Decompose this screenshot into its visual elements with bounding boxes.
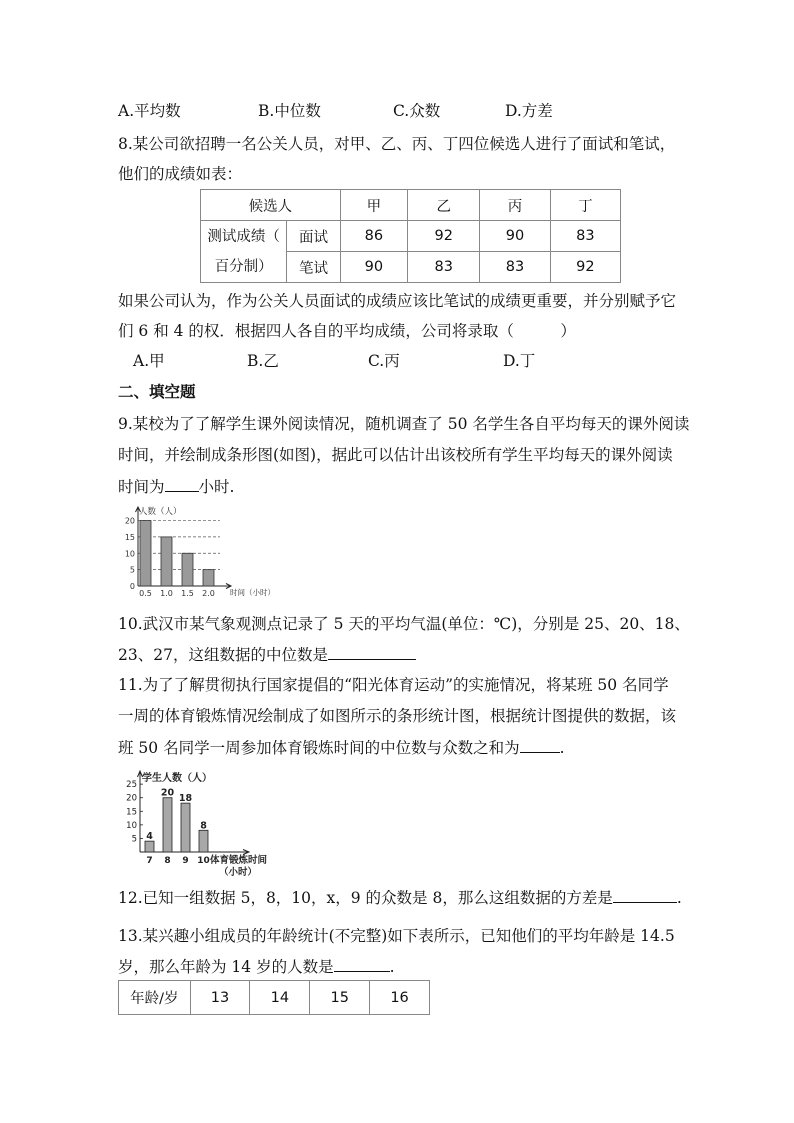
age-table-header: 年龄/岁 [119, 981, 191, 1015]
x-axis-label: 时间（小时） [230, 588, 275, 597]
q9-line-3 [118, 476, 234, 497]
q8-option-d: D.丁 [503, 352, 536, 370]
y-tick-label: 15 [126, 807, 137, 818]
exercise-time-bar-chart [116, 768, 296, 880]
q8-line-3: 如果公司认为，作为公关人员面试的成绩应该比笔试的成绩更重要，并分别赋予它 [118, 292, 677, 310]
y-axis-label: 学生人数（人） [142, 773, 212, 784]
table-header-ding: 丁 [550, 190, 620, 221]
q9-line-3-b: 小时. [198, 478, 235, 496]
bar [199, 830, 208, 852]
q9-line-2: 时间，并绘制成条形图(如图)，据此可以估计出该校所有学生平均每天的课外阅读 [118, 446, 673, 464]
q7-option-b: B.中位数 [258, 102, 321, 120]
q13-age-table [118, 980, 430, 1015]
q12-end: . [676, 889, 682, 907]
table-written-label: 笔试 [287, 252, 340, 283]
age-cell: 16 [370, 981, 430, 1015]
data-label: 18 [178, 793, 193, 805]
q8-line-4: 们 6 和 4 的权．根据四人各自的平均成绩，公司将录取（ ） [118, 322, 576, 340]
x-tick-label: 7 [146, 856, 153, 866]
age-cell: 13 [190, 981, 250, 1015]
y-tick-label: 15 [124, 532, 135, 542]
table-interview-label: 面试 [287, 221, 340, 252]
y-tick-label: 10 [124, 549, 135, 559]
q8-line-2: 他们的成绩如表： [118, 165, 243, 183]
q13-line-2-text: 岁，那么年龄为 14 岁的人数是 [118, 958, 334, 976]
bar [181, 803, 190, 852]
q7-option-d: D.方差 [505, 102, 553, 120]
q11-line-1: 11.为了了解贯彻执行国家提倡的“阳光体育运动”的实施情况，将某班 50 名同学 [118, 676, 669, 694]
q10-line-2 [118, 644, 416, 665]
q8-score-table [200, 189, 621, 283]
table-header-candidate: 候选人 [201, 190, 341, 221]
y-tick-label: 5 [131, 834, 137, 845]
y-tick-label: 10 [126, 820, 137, 831]
q9-answer-blank[interactable] [165, 476, 199, 492]
bar [161, 537, 172, 586]
section-title: 二、填空题 [118, 383, 196, 401]
table-cell: 90 [340, 252, 407, 283]
table-group-label [201, 221, 287, 283]
table-header-bing: 丙 [480, 190, 550, 221]
y-tick-label: 5 [129, 565, 135, 575]
q10-line-1: 10.武汉市某气象观测点记录了 5 天的平均气温(单位：℃)，分别是 25、20、18、 [118, 615, 690, 633]
table-header-yi: 乙 [408, 190, 480, 221]
q13-line-1: 13.某兴趣小组成员的年龄统计(不完整)如下表所示，已知他们的平均年龄是 14.5 [118, 927, 675, 945]
q13-answer-blank[interactable] [334, 956, 390, 972]
table-cell: 90 [480, 221, 550, 252]
x-tick-label: 9 [182, 856, 189, 866]
table-group-label-1: 测试成绩（ [207, 228, 280, 245]
table-header-jia: 甲 [340, 190, 407, 221]
table-cell: 92 [408, 221, 480, 252]
q8-option-b: B.乙 [247, 352, 279, 370]
x-tick-label: 1.5 [181, 589, 194, 598]
x-axis-label: 体育锻炼时间 [210, 855, 268, 866]
q8-option-a: A.甲 [133, 352, 165, 370]
bar [140, 521, 151, 586]
table-cell: 83 [550, 221, 620, 252]
table-cell: 83 [480, 252, 550, 283]
x-tick-label: 2.0 [202, 589, 215, 598]
bar [145, 841, 154, 852]
q8-option-c: C.丙 [368, 352, 400, 370]
x-axis-label-unit: （小时） [219, 867, 258, 878]
q8-line-1: 8.某公司欲招聘一名公关人员，对甲、乙、丙、丁四位候选人进行了面试和笔试， [118, 135, 676, 153]
bar [163, 798, 172, 852]
y-tick-label: 25 [126, 780, 137, 791]
q9-line-1: 9.某校为了了解学生课外阅读情况，随机调查了 50 名学生各自平均每天的课外阅读 [118, 415, 690, 433]
bar [182, 553, 193, 586]
reading-time-bar-chart [116, 504, 276, 600]
age-cell: 14 [250, 981, 310, 1015]
q10-line-2-text: 23、27，这组数据的中位数是 [118, 646, 328, 664]
q9-line-3-a: 时间为 [118, 478, 165, 496]
data-label: 20 [160, 787, 175, 799]
q13-line-2 [118, 956, 395, 977]
table-cell: 83 [408, 252, 480, 283]
table-group-label-2: 百分制） [214, 258, 273, 275]
bar [203, 570, 214, 586]
x-tick-label: 10 [197, 856, 210, 866]
q11-answer-blank[interactable] [520, 737, 560, 753]
q11-line-3 [118, 737, 565, 758]
table-cell: 92 [550, 252, 620, 283]
q11-line-3-text: 班 50 名同学一周参加体育锻炼时间的中位数与众数之和为 [118, 739, 520, 757]
x-tick-label: 0.5 [139, 589, 152, 598]
q11-line-2: 一周的体育锻炼情况绘制成了如图所示的条形统计图，根据统计图提供的数据，该 [118, 707, 677, 725]
q12-answer-blank[interactable] [613, 887, 677, 903]
x-tick-label: 1.0 [160, 589, 173, 598]
data-label: 8 [200, 820, 207, 832]
q11-line-3-end: . [559, 739, 565, 757]
y-axis-label: 人数（人） [139, 507, 182, 517]
data-label: 4 [146, 831, 153, 843]
q10-answer-blank[interactable] [328, 644, 416, 660]
q7-option-a: A.平均数 [118, 102, 181, 120]
q12-text: 12.已知一组数据 5，8，10，x，9 的众数是 8，那么这组数据的方差是 [118, 889, 613, 907]
table-cell: 86 [340, 221, 407, 252]
q12-line [118, 887, 682, 908]
x-tick-label: 8 [164, 856, 171, 866]
age-cell: 15 [310, 981, 370, 1015]
y-tick-label: 20 [124, 516, 135, 526]
y-tick-label: 20 [126, 793, 137, 804]
y-tick-zero: 0 [129, 582, 135, 591]
q13-line-2-end: . [389, 958, 395, 976]
q7-option-c: C.众数 [393, 102, 441, 120]
